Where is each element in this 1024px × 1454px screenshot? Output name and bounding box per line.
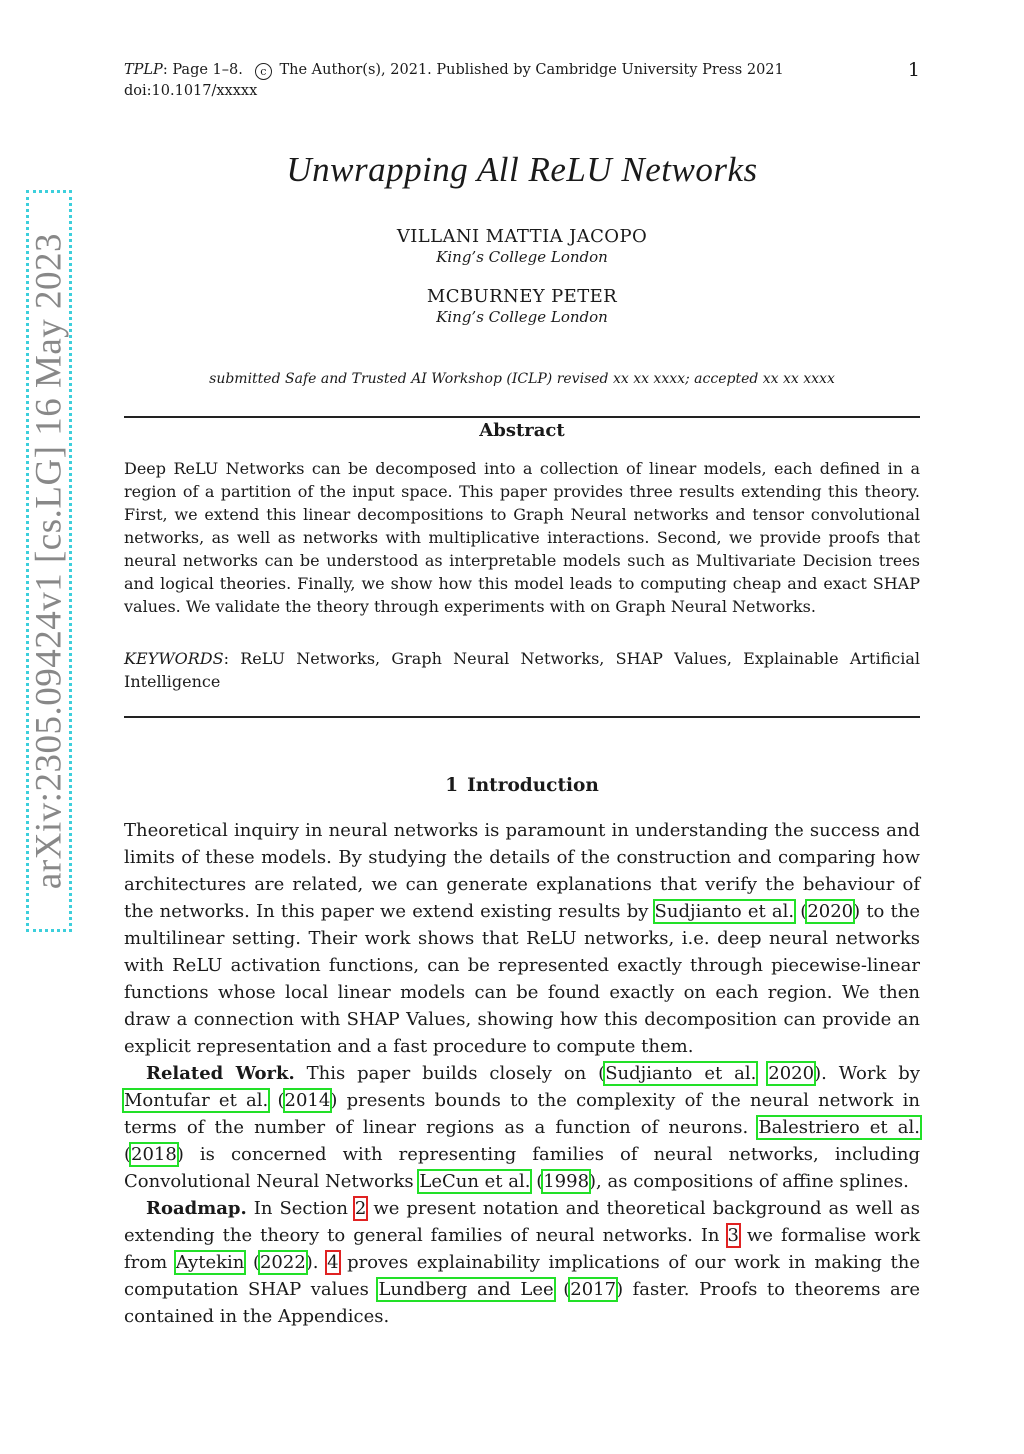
body-text: This paper builds closely on ( xyxy=(294,1063,606,1084)
body-text: we present notation and theoretical background as well as extending the theory to general families of neural networks. In xyxy=(124,1198,920,1246)
body-text: ( xyxy=(124,1144,132,1165)
journal-abbrev: TPLP xyxy=(124,62,163,78)
section-heading xyxy=(124,775,920,796)
keywords-text: : ReLU Networks, Graph Neural Networks, SHAP Values, Explainable Artificial Intelligence xyxy=(124,649,920,691)
section-ref-link[interactable]: 2 xyxy=(354,1198,367,1219)
header-copyright: The Author(s), 2021. Published by Cambridge University Press 2021 xyxy=(279,62,784,78)
body-text: we formalise work from xyxy=(124,1225,920,1273)
run-in-heading: Related Work. xyxy=(146,1063,295,1084)
body-text: ( xyxy=(530,1171,544,1192)
author-block-1 xyxy=(124,226,920,266)
body-text: ), as compositions of affine splines. xyxy=(589,1171,909,1192)
citation-year-link[interactable]: 2020 xyxy=(768,1063,815,1084)
section-ref-link[interactable]: 3 xyxy=(727,1225,739,1246)
keywords xyxy=(124,647,920,693)
header-citation-line xyxy=(124,60,920,81)
running-header xyxy=(124,60,920,102)
citation-link[interactable]: Aytekin xyxy=(175,1252,245,1273)
citation-link[interactable]: Balestriero et al. xyxy=(758,1117,920,1138)
body-text: ) to the multilinear setting. Their work shows that ReLU networks, i.e. deep neural networks with ReLU activation functions, can be represented exactly through piecewise-linear functions whose local linear models can be found exactly on each region. We then draw a connection with SHAP Values, showing how this decomposition can provide an explicit representation and a fast procedure to compute them. xyxy=(124,901,921,1057)
author-name: MCBURNEY PETER xyxy=(426,286,618,307)
section-title: Introduction xyxy=(467,775,599,796)
arxiv-stamp[interactable] xyxy=(26,190,72,932)
body-text: In Section xyxy=(246,1198,355,1219)
abstract-text: Deep ReLU Networks can be decomposed into a collection of linear models, each defined in a region of a partition of the input space. This paper provides three results extending this theory. First, we extend this linear decompositions to Graph Neural networks and tensor convolutional networks, as well as networks with multiplicative interactions. Second, we provide proofs that neural networks can be understood as interpretable models such as Multivariate Decision trees and logical theories. Finally, we show how this model leads to computing cheap and exact SHAP values. We validate the theory through experiments with on Graph Neural Networks. xyxy=(124,459,920,616)
submission-info: submitted Safe and Trusted AI Workshop (ICLP) revised xx xx xxxx; accepted xx xx xxxx xyxy=(209,371,835,387)
page-number: 1 xyxy=(907,59,920,81)
intro-paragraph-roadmap xyxy=(124,1195,920,1330)
keywords-label: KEYWORDS xyxy=(124,649,224,668)
author-affiliation: King’s College London xyxy=(436,248,608,266)
citation-link[interactable]: LeCun et al. xyxy=(419,1171,531,1192)
run-in-heading: Roadmap. xyxy=(146,1198,247,1219)
body-text: ) faster. Proofs to theorems are contained in the Appendices. xyxy=(124,1279,920,1327)
header-doi[interactable]: doi:10.1017/xxxxx xyxy=(124,83,258,99)
author-affiliation: King’s College London xyxy=(436,308,608,326)
body-text: ( xyxy=(244,1252,260,1273)
copyright-icon: c xyxy=(255,63,272,80)
citation-link[interactable]: Montufar et al. xyxy=(124,1090,269,1111)
body-text: ). Work by xyxy=(814,1063,921,1084)
body-text: Theoretical inquiry in neural networks is paramount in understanding the success and limits of these models. By studying the details of the construction and comparing how architectures are related, we can generate explanations that verify the behaviour of the networks. In this paper we extend existing results by xyxy=(124,820,920,922)
author-name: VILLANI MATTIA JACOPO xyxy=(396,226,648,247)
abstract-bottom-rule xyxy=(124,716,920,718)
body-text: ( xyxy=(794,901,808,922)
citation-year-link[interactable]: 2014 xyxy=(284,1090,331,1111)
body-text: ) is concerned with representing families of neural networks, including Convolutional Neural Networks xyxy=(124,1144,920,1192)
citation-link[interactable]: Lundberg and Lee xyxy=(378,1279,554,1300)
intro-paragraph-related-work xyxy=(124,1060,920,1195)
abstract-heading: Abstract xyxy=(479,420,565,441)
citation-year-link[interactable]: 2022 xyxy=(259,1252,306,1273)
body-text: ) presents bounds to the complexity of the neural network in terms of the number of linear regions as a function of neurons. xyxy=(124,1090,920,1138)
section-ref-link[interactable]: 4 xyxy=(327,1252,339,1273)
body-text: ( xyxy=(553,1279,571,1300)
citation-year-link[interactable]: 2020 xyxy=(807,901,854,922)
arxiv-identifier[interactable]: arXiv:2305.09424v1 [cs.LG] 16 May 2023 xyxy=(28,232,70,890)
citation-year-link[interactable]: 2017 xyxy=(570,1279,617,1300)
paper-title: Unwrapping All ReLU Networks xyxy=(286,150,758,189)
citation-year-link[interactable]: 1998 xyxy=(543,1171,590,1192)
body-text: ). xyxy=(305,1252,328,1273)
body-text: proves explainability implications of our work in making the computation SHAP values xyxy=(124,1252,920,1300)
body-text xyxy=(756,1063,768,1084)
citation-year-link[interactable]: 2018 xyxy=(131,1144,177,1165)
header-pages: : Page 1–8. xyxy=(162,62,243,78)
introduction-body xyxy=(124,817,920,1330)
author-block-2 xyxy=(124,286,920,326)
intro-paragraph-1 xyxy=(124,817,920,1060)
abstract-top-rule xyxy=(124,416,920,418)
body-text: ( xyxy=(268,1090,285,1111)
citation-link[interactable]: Sudjianto et al. xyxy=(654,901,795,922)
citation-link[interactable]: Sudjianto et al. xyxy=(605,1063,757,1084)
section-number: 1 xyxy=(445,775,459,796)
